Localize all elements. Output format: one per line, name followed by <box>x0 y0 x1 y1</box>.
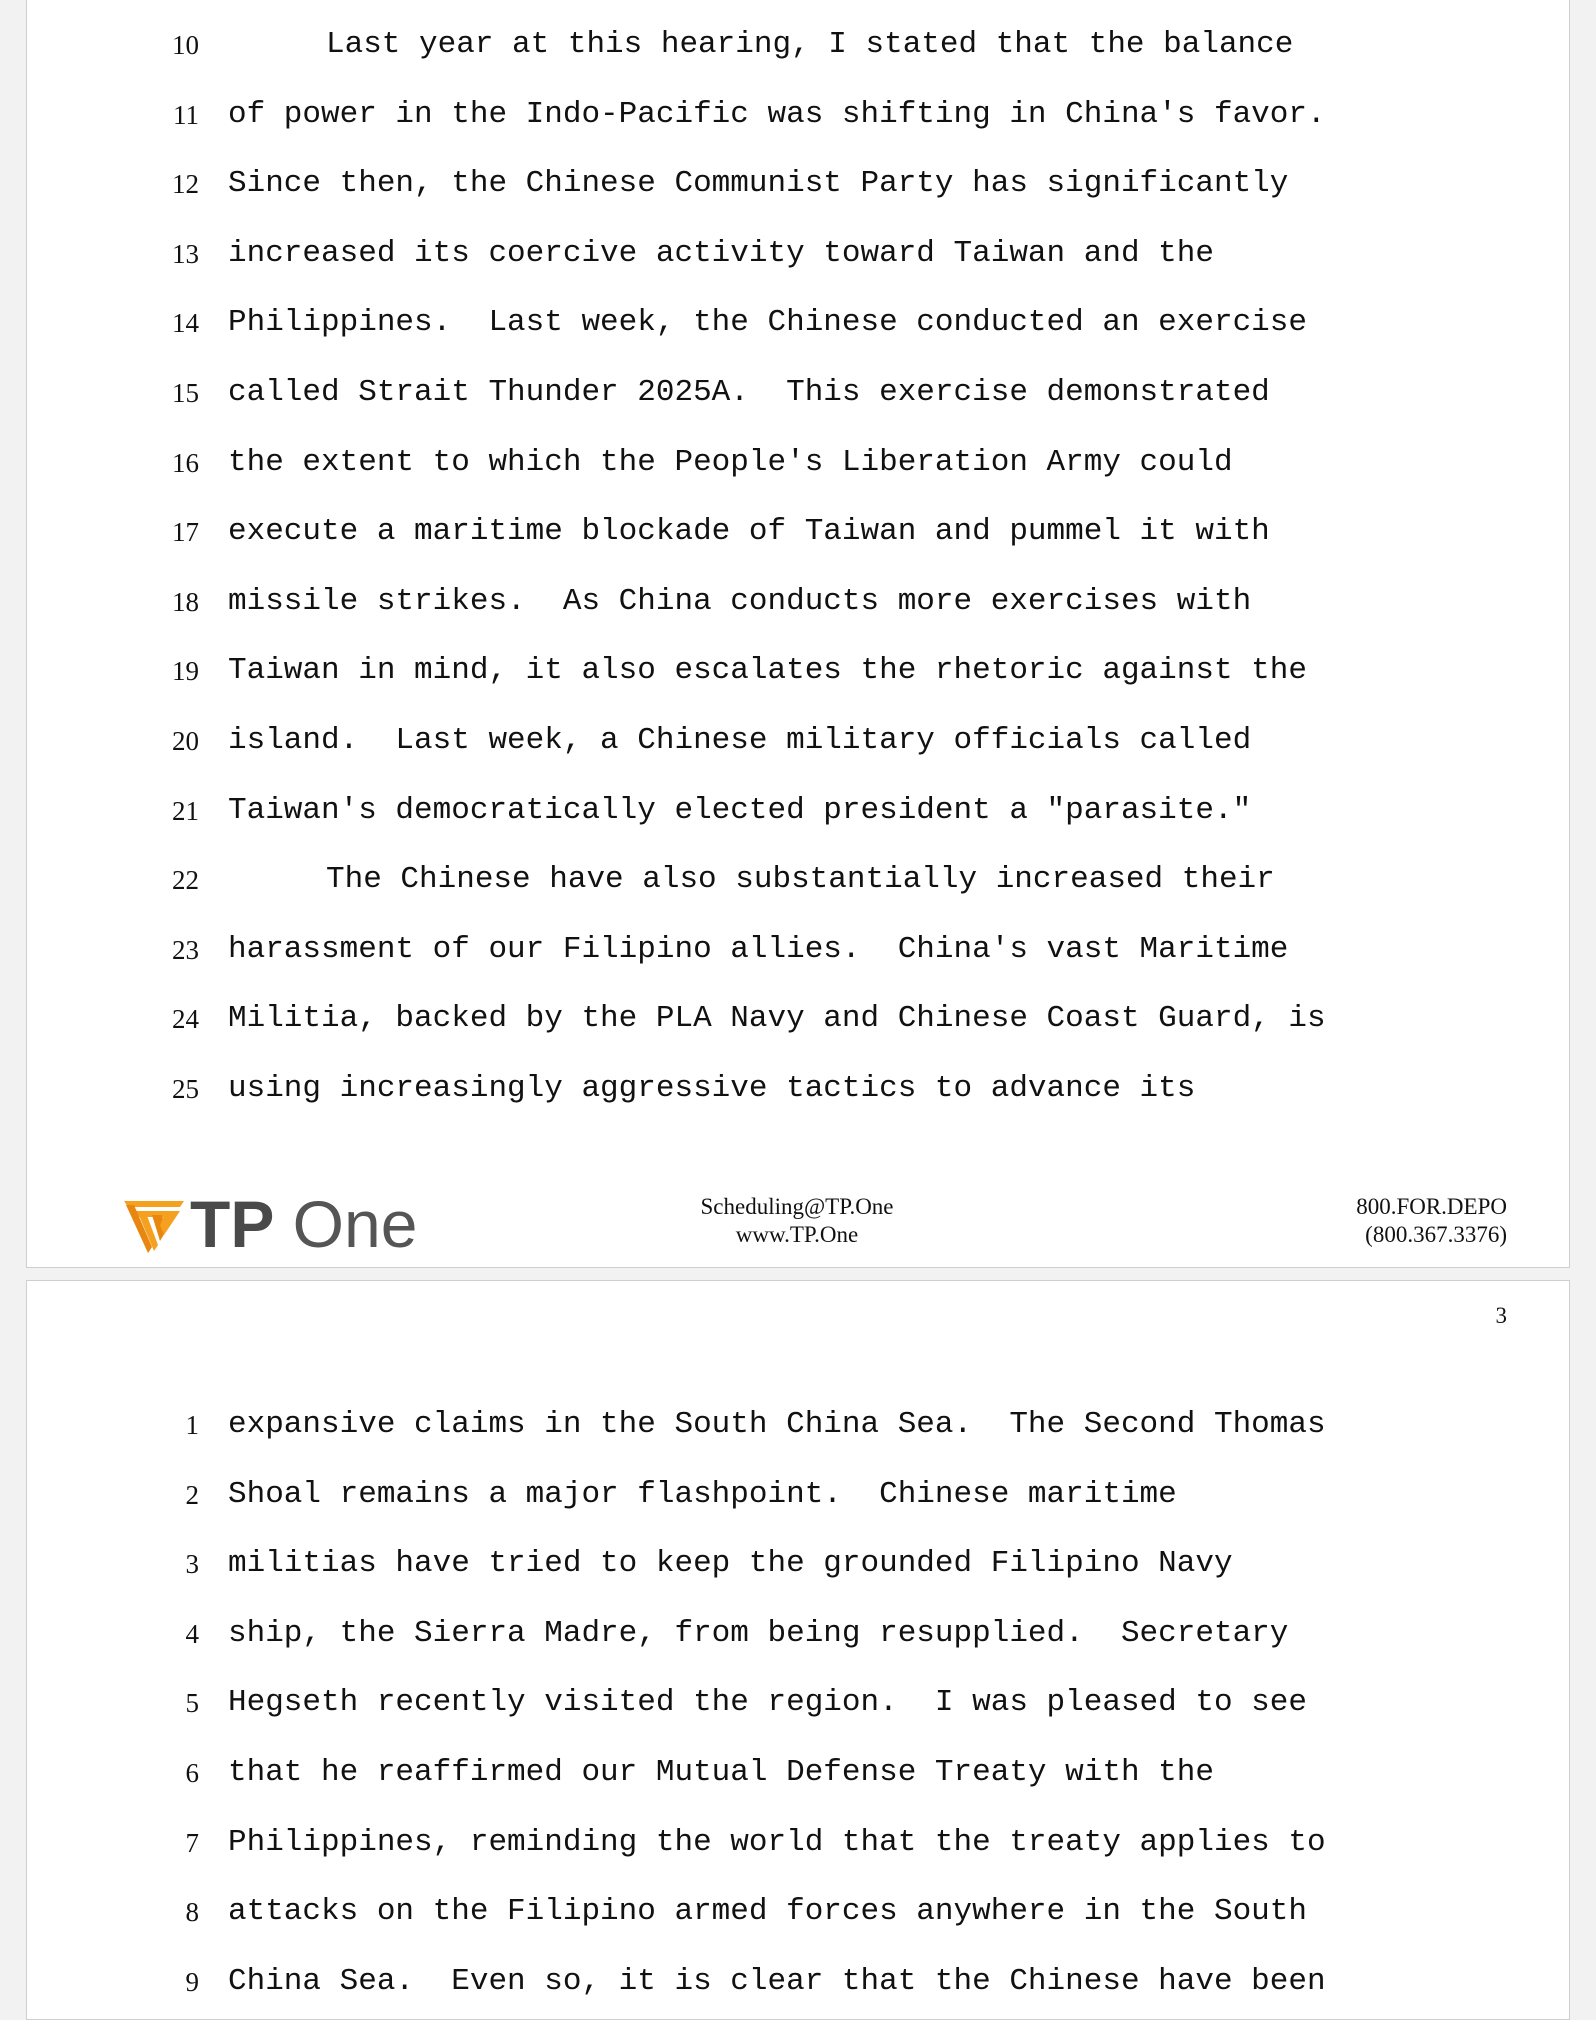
line-number: 25 <box>172 1074 199 1104</box>
line-text: Philippines, reminding the world that the treaty applies to <box>228 1824 1326 1860</box>
transcript-line <box>27 1892 1570 1932</box>
line-text: Shoal remains a major flashpoint. Chinese maritime <box>228 1476 1177 1512</box>
transcript-line <box>27 443 1570 483</box>
line-text: the extent to which the People's Liberation Army could <box>228 444 1233 480</box>
line-text: missile strikes. As China conducts more exercises with <box>228 583 1252 619</box>
line-text: Taiwan's democratically elected president a "parasite." <box>228 792 1252 828</box>
transcript-line <box>27 582 1570 622</box>
transcript-line <box>27 860 1570 900</box>
footer-contact <box>647 1193 947 1249</box>
line-text: militias have tried to keep the grounded Filipino Navy <box>228 1546 1233 1582</box>
line-number: 13 <box>172 238 199 269</box>
transcript-page-top <box>26 0 1570 1268</box>
line-text: island. Last week, a Chinese military officials called <box>228 723 1252 758</box>
line-number: 10 <box>172 30 199 60</box>
line-text: China Sea. Even so, it is clear that the Chinese have been <box>228 1963 1326 1999</box>
page-footer <box>27 1189 1570 1268</box>
footer-email[interactable]: Scheduling@TP.One <box>700 1194 894 1219</box>
transcript-line <box>27 234 1570 274</box>
line-number: 3 <box>185 1549 199 1580</box>
line-text: using increasingly aggressive tactics to advance its <box>228 1071 1196 1106</box>
line-text: expansive claims in the South China Sea. The Second Thomas <box>228 1407 1326 1442</box>
line-number: 4 <box>185 1618 199 1649</box>
line-text: that he reaffirmed our Mutual Defense Treaty with the <box>228 1755 1214 1790</box>
line-number: 14 <box>172 308 199 339</box>
line-number: 6 <box>185 1758 199 1788</box>
transcript-line <box>27 1753 1570 1793</box>
transcript-line <box>27 164 1570 204</box>
transcript-line <box>27 373 1570 413</box>
line-text: execute a maritime blockade of Taiwan and pummel it with <box>228 514 1270 550</box>
logo-tp: TP <box>190 1187 275 1261</box>
transcript-line <box>27 1069 1570 1109</box>
transcript-line <box>27 1405 1570 1445</box>
tp-one-logo <box>122 1189 482 1259</box>
transcript-line <box>27 999 1570 1039</box>
transcript-page-bottom <box>26 1280 1570 2020</box>
transcript-line <box>27 651 1570 691</box>
transcript-line <box>27 1962 1570 2002</box>
line-number: 7 <box>185 1827 199 1858</box>
line-number: 5 <box>185 1688 199 1719</box>
page-number: 3 <box>1495 1303 1507 1328</box>
line-number: 18 <box>172 586 199 617</box>
line-number: 15 <box>172 378 199 408</box>
line-text: The Chinese have also substantially increased their <box>326 862 1275 898</box>
line-number: 23 <box>172 934 199 965</box>
transcript-line <box>27 95 1570 135</box>
line-text: of power in the Indo-Pacific was shifting in China's favor. <box>228 96 1326 132</box>
line-text: Taiwan in mind, it also escalates the rhetoric against the <box>228 653 1307 689</box>
transcript-line <box>27 791 1570 831</box>
line-text: Philippines. Last week, the Chinese conducted an exercise <box>228 305 1307 341</box>
transcript-line <box>27 930 1570 970</box>
footer-phone-word: 800.FOR.DEPO <box>1356 1194 1507 1219</box>
transcript-line <box>27 303 1570 343</box>
line-text: Hegseth recently visited the region. I was pleased to see <box>228 1685 1307 1721</box>
transcript-line <box>27 25 1570 65</box>
line-number: 8 <box>185 1897 199 1928</box>
line-number: 17 <box>172 517 199 548</box>
tp-one-logo-text <box>190 1189 417 1259</box>
transcript-line <box>27 1614 1570 1654</box>
line-number: 16 <box>172 447 199 478</box>
line-text: ship, the Sierra Madre, from being resupplied. Secretary <box>228 1615 1289 1651</box>
transcript-line <box>27 1683 1570 1723</box>
transcript-line <box>27 512 1570 552</box>
line-number: 11 <box>173 99 199 130</box>
logo-one: One <box>274 1187 418 1261</box>
transcript-line <box>27 1823 1570 1863</box>
line-number: 2 <box>185 1479 199 1510</box>
line-number: 20 <box>172 726 199 756</box>
line-number: 22 <box>172 865 199 896</box>
line-number: 19 <box>172 656 199 687</box>
line-number: 9 <box>185 1966 199 1997</box>
line-number: 1 <box>185 1410 199 1440</box>
line-number: 21 <box>172 795 199 826</box>
line-text: increased its coercive activity toward Taiwan and the <box>228 235 1214 271</box>
line-text: Last year at this hearing, I stated that the balance <box>326 27 1294 62</box>
line-text: harassment of our Filipino allies. China's vast Maritime <box>228 931 1289 967</box>
line-text: attacks on the Filipino armed forces anywhere in the South <box>228 1894 1307 1930</box>
transcript-line <box>27 1475 1570 1515</box>
footer-phone-number: (800.367.3376) <box>1365 1222 1507 1247</box>
footer-phone <box>1267 1193 1507 1249</box>
transcript-line <box>27 721 1570 761</box>
tp-one-logo-mark-icon <box>122 1195 188 1259</box>
line-number: 24 <box>172 1004 199 1035</box>
transcript-line <box>27 1544 1570 1584</box>
line-text: Since then, the Chinese Communist Party has significantly <box>228 166 1289 202</box>
line-text: Militia, backed by the PLA Navy and Chinese Coast Guard, is <box>228 1001 1326 1037</box>
footer-website[interactable]: www.TP.One <box>735 1222 859 1247</box>
line-number: 12 <box>172 169 199 200</box>
line-text: called Strait Thunder 2025A. This exercise demonstrated <box>228 375 1270 410</box>
